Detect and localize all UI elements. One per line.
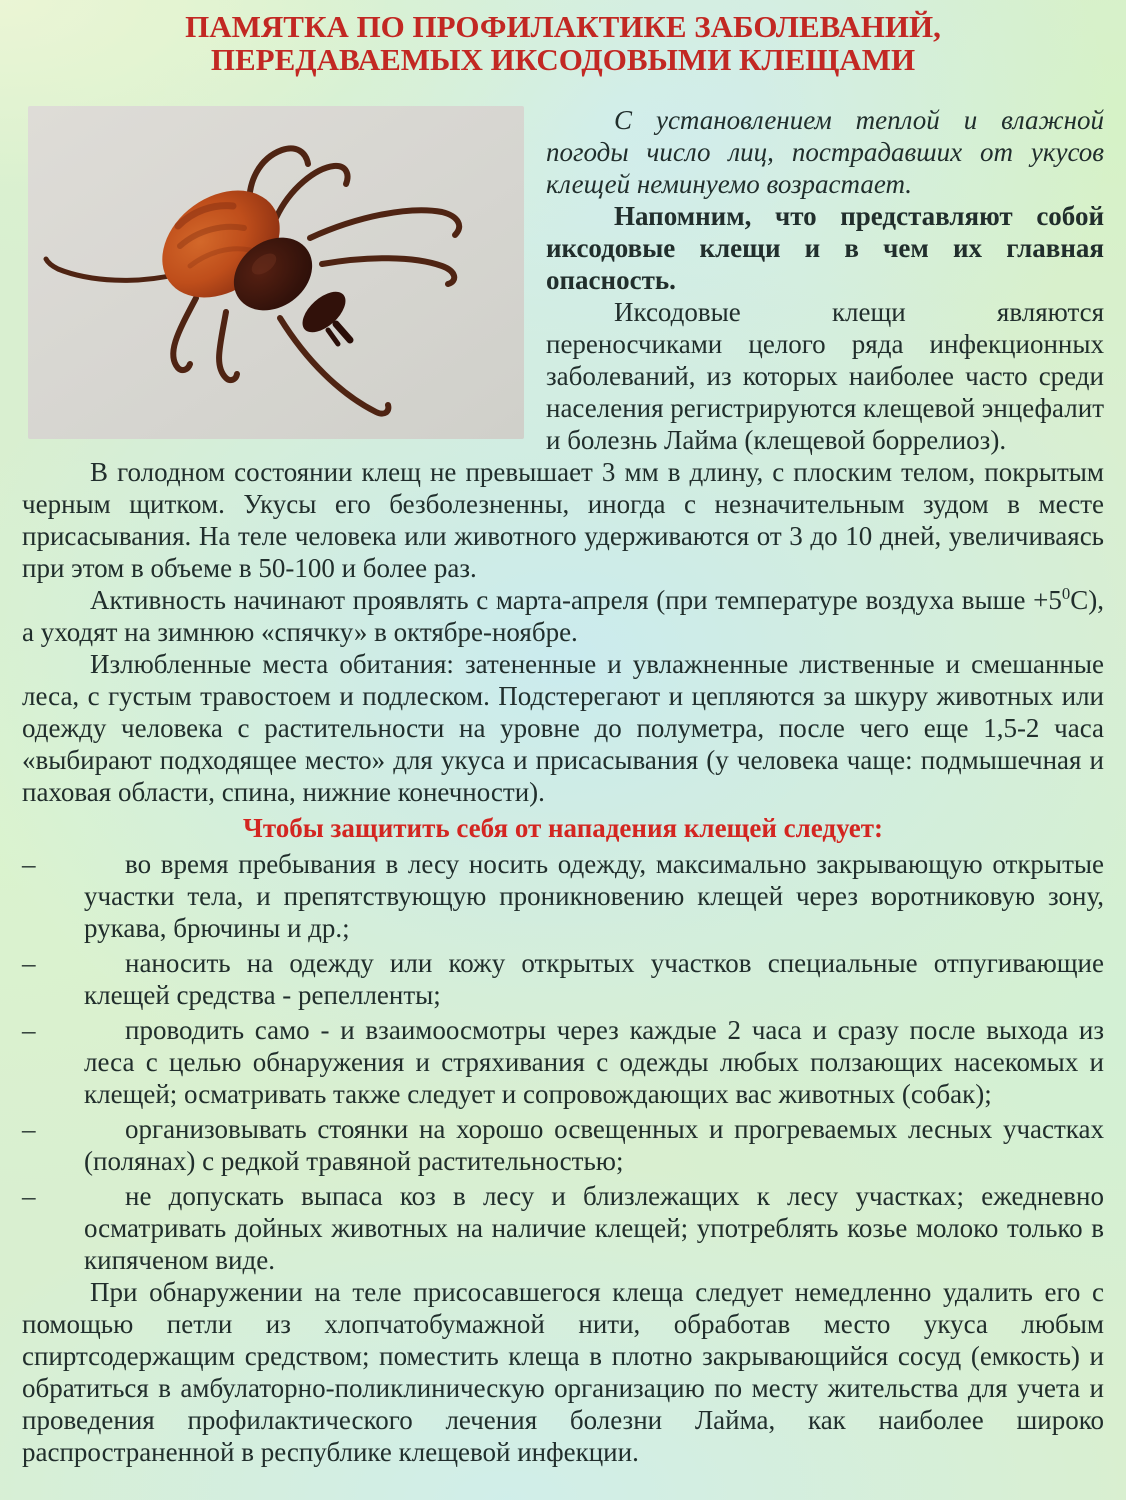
superscript-zero: 0 xyxy=(1061,584,1071,603)
page-title-line1: ПАМЯТКА ПО ПРОФИЛАКТИКЕ ЗАБОЛЕВАНИЙ, xyxy=(185,9,941,44)
list-item-text: во время пребывания в лесу носить одежду, максимально закрывающую открытые участки тела, и препятствующую проникновению клещей через воротниковую зону, рукава, брючины и др.; xyxy=(84,849,1104,943)
paragraph-remind: Напомним, что представляют собой иксодовые клещи и в чем их главная опасность. xyxy=(546,201,1104,295)
activity-text-start: Активность начинают проявлять с марта-апреля (при температуре воздуха выше +5 xyxy=(90,585,1062,615)
dash-marker: – xyxy=(22,1015,36,1045)
tick-photo xyxy=(28,106,524,439)
protection-list xyxy=(22,848,1104,1276)
tick-illustration xyxy=(28,106,524,439)
paragraph-removal: При обнаружении на теле присосавшегося клеща следует немедленно удалить его с помощью петли из хлопчатобумажной нити, обработав место укуса любым спиртсодержащим средством; поместить клеща в плотно закрывающийся сосуд (емкость) и обратиться в амбулаторно-поликлиническую организацию по месту жительства для учета и проведения профилактического лечения болезни Лайма, как наиболее широко распространенной в республике клещевой инфекции. xyxy=(22,1277,1104,1467)
list-item xyxy=(22,947,1104,1011)
dash-marker: – xyxy=(22,1181,36,1211)
list-item-text: проводить само - и взаимоосмотры через каждые 2 часа и сразу после выхода из леса с целью обнаружения и стряхивания с одежды любых ползающих насекомых и клещей; осматривать также следует и сопровождающих вас животных (собак); xyxy=(84,1015,1104,1109)
paragraph-habitat: Излюбленные места обитания: затененные и увлажненные лиственные и смешанные леса, с густым травостоем и подлеском. Подстерегают и цепляются за шкуру животных или одежду человека с растительности на уровне до полуметра, после чего еще 1,5-2 часа «выбирают подходящее место» для укуса и присасывания (у человека чаще: подмышечная и паховая области, спина, нижние конечности). xyxy=(22,649,1104,807)
paragraph-size: В голодном состоянии клещ не превышает 3 мм в длину, с плоским телом, покрытым черным щитком. Укусы его безболезненны, иногда с незначительным зудом в месте присасывания. На теле человека или животного удерживаются от 3 до 10 дней, увеличиваясь при этом в объеме в 50-100 и более раз. xyxy=(22,457,1104,583)
list-item xyxy=(22,1014,1104,1110)
list-item-text: наносить на одежду или кожу открытых участков специальные отпугивающие клещей средства - репелленты; xyxy=(84,948,1104,1010)
dash-marker: – xyxy=(22,849,36,879)
list-item xyxy=(22,1180,1104,1276)
list-item xyxy=(22,848,1104,944)
list-item-text: не допускать выпаса коз в лесу и близлежащих к лесу участках; ежедневно осматривать дойных животных на наличие клещей; употреблять козье молоко только в кипяченом виде. xyxy=(84,1181,1104,1275)
list-item xyxy=(22,1113,1104,1177)
dash-marker: – xyxy=(22,948,36,978)
paragraph-carriers: Иксодовые клещи являются переносчиками целого ряда инфекционных заболеваний, из которых наиболее часто среди населения регистрируются клещевой энцефалит и болезнь Лайма (клещевой боррелиоз). xyxy=(546,297,1104,455)
activity-text-end: С), а уходят на зимнюю «спячку» в октябре-ноябре. xyxy=(22,585,1104,647)
page-title xyxy=(22,10,1104,76)
dash-marker: – xyxy=(22,1114,36,1144)
list-item-text: организовывать стоянки на хорошо освещенных и прогреваемых лесных участках (полянах) с редкой травяной растительностью; xyxy=(84,1114,1104,1176)
paragraph-activity xyxy=(22,584,1104,648)
paragraph-intro: С установлением теплой и влажной погоды число лиц, пострадавших от укусов клещей неминуемо возрастает. xyxy=(546,105,1104,199)
protection-heading: Чтобы защитить себя от нападения клещей следует: xyxy=(243,813,883,843)
document-body xyxy=(22,104,1104,1468)
page-title-line2: ПЕРЕДАВАЕМЫХ ИКСОДОВЫМИ КЛЕЩАМИ xyxy=(210,42,916,77)
